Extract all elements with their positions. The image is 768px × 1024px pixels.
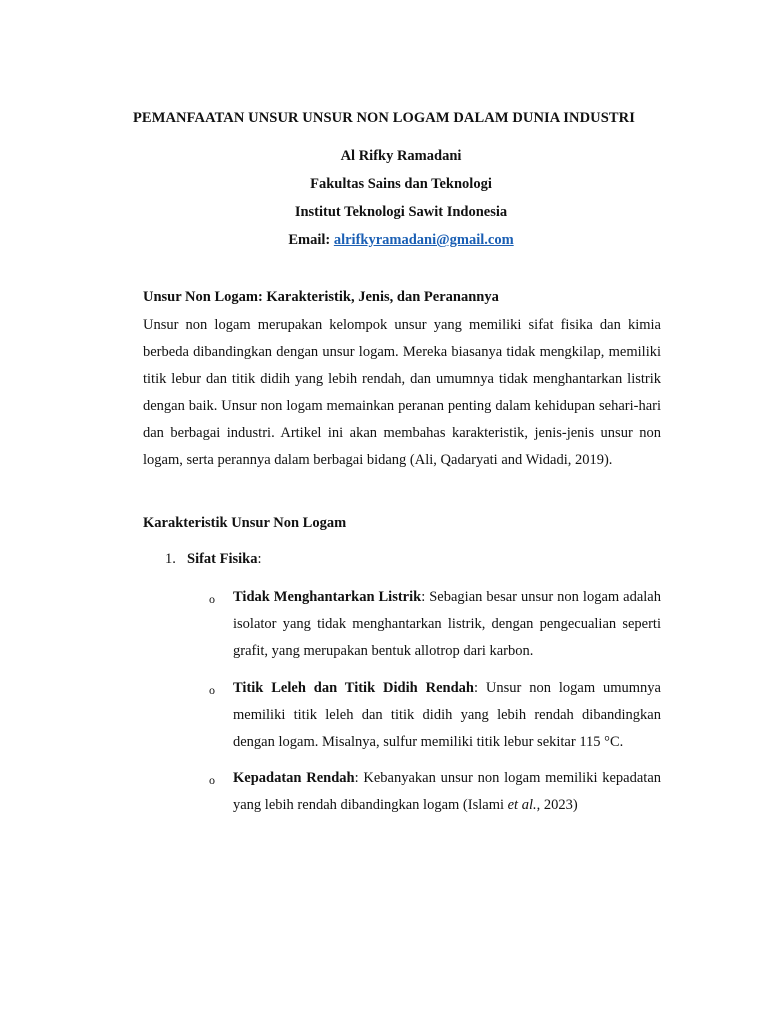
email-label: Email: [288,232,331,248]
bullet-item-titik-leleh [233,675,661,756]
bullet-italic: et al. [507,797,537,813]
faculty-name: Fakultas Sains dan Teknologi [310,176,492,192]
bullet-text: : Unsur non logam umumnya memiliki titik leleh dan titik didih yang lebih rendah dibandingkan dengan logam. Misalnya, sulfur memiliki titik lebur sekitar 115 °C. [233,680,661,750]
intro-paragraph: Unsur non logam merupakan kelompok unsur yang memiliki sifat fisika dan kimia berbeda dibandingkan dengan unsur logam. Mereka biasanya tidak mengkilap, memiliki titik lebur dan titik didih yang lebih rendah, dan umumnya tidak menghantarkan listrik dengan baik. Unsur non logam memainkan peranan penting dalam kehidupan sehari-hari dan berbagai industri. Artikel ini akan membahas karakteristik, jenis-jenis unsur non logam, serta perannya dalam berbagai bidang (Ali, Qadaryati and Widadi, 2019). [143,317,661,468]
author-name: Al Rifky Ramadani [340,148,462,164]
institution-name: Institut Teknologi Sawit Indonesia [294,204,508,220]
list-item-suffix: : [257,551,262,567]
bullet-text: : Sebagian besar unsur non logam adalah isolator yang tidak menghantarkan listrik, dengan pengecualian seperti grafit, yang merupakan bentuk allotrop dari karbon. [233,589,661,659]
bullet-text: : Kebanyakan unsur non logam memiliki kepadatan yang lebih rendah dibandingkan logam (Islami [233,770,661,813]
list-item-sifat-fisika [165,551,262,568]
document-title: PEMANFAATAN UNSUR UNSUR NON LOGAM DALAM DUNIA INDUSTRI [132,110,636,126]
bullet-term: Tidak Menghantarkan Listrik [233,589,422,605]
email-link[interactable]: alrifkyramadani@gmail.com [333,232,514,248]
bullet-term: Kepadatan Rendah [233,770,355,786]
email-line [0,232,768,249]
bullet-item-kepadatan [233,765,661,819]
list-number: 1. [165,551,176,567]
bullet-icon: o [209,773,215,787]
bullet-item-listrik [233,584,661,665]
bullet-text-end: , 2023) [536,797,578,813]
list-item-label: Sifat Fisika [187,551,258,567]
bullet-icon: o [209,592,215,606]
section-heading-unsur-non-logam: Unsur Non Logam: Karakteristik, Jenis, dan Peranannya [143,289,499,305]
bullet-term: Titik Leleh dan Titik Didih Rendah [233,680,474,696]
section-heading-karakteristik: Karakteristik Unsur Non Logam [143,515,347,531]
bullet-icon: o [209,683,215,697]
